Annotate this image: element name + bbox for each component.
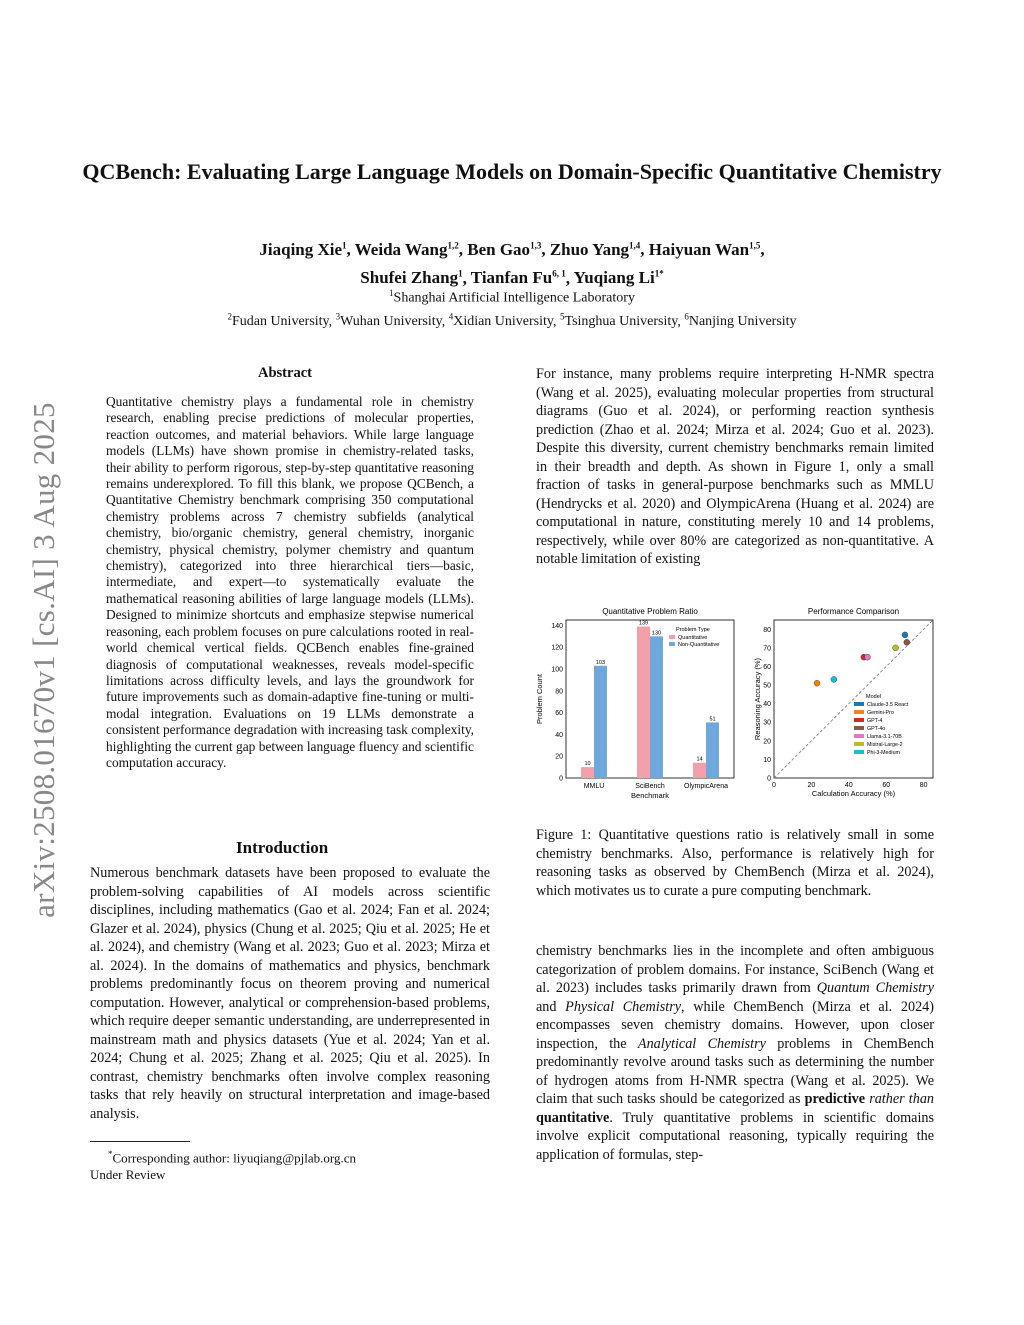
affiliation-line-1: $^1$Shanghai Artificial Intelligence Laboratory xyxy=(389,288,635,306)
scatter-point xyxy=(904,639,910,645)
scatter-x-tick: 60 xyxy=(882,782,891,789)
scatter-legend-swatch xyxy=(854,750,864,754)
bar-non-quantitative xyxy=(706,722,719,778)
list-entry: Ben Gao$^{1,3}$ xyxy=(467,239,542,259)
bar-legend-label: Non-Quantitative xyxy=(678,642,720,648)
under-review-note: Under Review xyxy=(90,1166,166,1182)
bar-legend-label: Quantitative xyxy=(678,635,708,641)
right-column-bottom: chemistry benchmarks lies in the incomplete and often ambiguous categorization of problem domains. For instance, SciBench (Wang et al. 2023) includes tasks primarily drawn from Quantum Chemistry and Physical Chemistry, while ChemBench (Mirza et al. 2024) encompasses seven chemistry domains. However, upon closer inspection, the Analytical Chemistry problems in ChemBench predominantly revolve around tasks such as determining the number of hydrogen atoms from H-NMR spectra (Wang et al. 2025). We claim that such tasks should be categorized as predictive rather than quantitative. Truly quantitative problems in scientific domains involve explicit computational reasoning, typically requiring the application of formulas, step- xyxy=(536,943,935,1163)
bar-legend-swatch xyxy=(669,642,675,646)
bar-chart-title: Quantitative Problem Ratio xyxy=(602,607,698,616)
scatter-legend-label: Llama-3.1-70B xyxy=(867,734,902,740)
author-list xyxy=(80,233,944,290)
footnote xyxy=(90,1146,356,1183)
bar-chart-category-label: MMLU xyxy=(583,783,605,790)
scatter-legend-swatch xyxy=(854,734,864,738)
arxiv-identifier: arXiv:2508.01670v1 [cs.AI] 3 Aug 2025 xyxy=(26,402,61,918)
list-entry: $^2$Fudan University xyxy=(227,311,329,330)
bar-value-label: 10 xyxy=(584,761,591,768)
bar-non-quantitative xyxy=(594,666,607,778)
list-entry: Zhuo Yang$^{1,4}$ xyxy=(549,239,641,259)
bar-quantitative xyxy=(637,627,650,778)
bar-value-label: 130 xyxy=(651,630,662,637)
bar-value-label: 14 xyxy=(696,756,703,763)
bar-value-label: 51 xyxy=(709,716,716,723)
bar-quantitative xyxy=(581,767,594,778)
abstract-body: Quantitative chemistry plays a fundamental role in chemistry research, enabling precise predictions of molecular properties, reaction outcomes, and material behaviors. While large language models (LLMs) have shown promise in chemistry-related tasks, their ability to perform rigorous, step-by-step quantitative reasoning remains underexplored. To fill this blank, we propose QCBench, a Quantitative Chemistry benchmark comprising 350 computational chemistry problems across 7 chemistry subfields (analytical chemistry, bio/organic chemistry, general chemistry, inorganic chemistry, physical chemistry, polymer chemistry and quantum chemistry), categorized into three hierarchical tiers—basic, intermediate, and expert—to systematically evaluate the mathematical reasoning abilities of large language models (LLMs). Designed to minimize shortcuts and emphasize stepwise numerical reasoning, each problem focuses on pure calculations rooted in real-world chemical vertical fields. QCBench enables fine-grained diagnosis of computational weaknesses, reveals model-specific limitations across difficulty levels, and lays the groundwork for future improvements such as domain-adaptive fine-tuning or multi-modal integration. Evaluations on 19 LLMs demonstrate a consistent performance degradation with increasing task complexity, highlighting the current gap between language fluency and scientific computation accuracy. xyxy=(106,394,474,770)
abstract-heading: Abstract xyxy=(258,365,312,381)
scatter-y-tick: 0 xyxy=(767,775,771,783)
introduction-heading: Introduction xyxy=(236,838,329,857)
bar-chart-y-tick: 60 xyxy=(555,710,563,718)
bar-value-label: 139 xyxy=(638,620,649,627)
scatter-legend-title: Model xyxy=(866,694,881,700)
list-entry: Jiaqing Xie$^1$ xyxy=(259,239,347,259)
scatter-y-tick: 80 xyxy=(763,626,771,634)
bar-chart-x-label: Benchmark xyxy=(631,791,669,800)
bar-chart-y-tick: 80 xyxy=(555,688,563,696)
bar-chart-y-label: Problem Count xyxy=(535,673,544,725)
scatter-legend-swatch xyxy=(854,718,864,722)
scatter-y-tick: 40 xyxy=(763,701,771,709)
scatter-y-tick: 70 xyxy=(763,645,771,653)
scatter-legend-label: Claude-3.5 React xyxy=(867,702,909,708)
scatter-legend-swatch xyxy=(854,742,864,746)
scatter-y-tick: 60 xyxy=(763,663,771,671)
figure-1-caption: Figure 1: Quantitative questions ratio is relatively small in some chemistry benchmarks. Also, performance is relatively high for reasoning tasks as observed by ChemBench (Mirza et al. 2024), which motivates us to curate a pure computing benchmark. xyxy=(536,827,934,899)
scatter-x-tick: 20 xyxy=(807,782,816,789)
authors-line-2: Shufei Zhang$^1$, Tianfan Fu$^{6, 1}$, Yuqiang $Li^{1*}$ xyxy=(360,268,664,288)
authors-line-1: Jiaqing Xie$^1$, Weida Wang$^{1,2}$, Ben Gao$^{1,3}$, Zhuo Yang$^{1,4}$, Haiyuan Wan$^{1,5}$, xyxy=(259,239,765,259)
bar-legend-swatch xyxy=(669,635,675,639)
bar-value-label: 103 xyxy=(595,659,606,666)
scatter-title: Performance Comparison xyxy=(807,607,900,616)
figure-1-charts xyxy=(536,604,946,814)
list-entry: Tianfan Fu$^{6, 1}$ xyxy=(470,268,566,288)
list-entry: Shufei Zhang$^1$ xyxy=(360,268,463,288)
list-entry: $^5$Tsinghua University xyxy=(560,311,678,330)
scatter-legend-label: Mistral-Large-2 xyxy=(867,742,903,748)
bar-chart-category-label: OlympicArena xyxy=(684,783,728,790)
affiliations xyxy=(60,284,964,331)
scatter-y-tick: 10 xyxy=(763,756,771,764)
bar-non-quantitative xyxy=(650,636,663,778)
scatter-x-label: Calculation Accuracy (%) xyxy=(811,789,896,798)
scatter-x-tick: 40 xyxy=(844,782,853,789)
scatter-legend-label: Gemini-Pro xyxy=(867,710,894,716)
scatter-y-tick: 50 xyxy=(763,682,771,690)
scatter-point xyxy=(831,676,837,682)
list-entry: $^4$Xidian University xyxy=(448,311,554,330)
bar-chart-y-tick: 120 xyxy=(551,644,563,652)
bar-quantitative xyxy=(693,763,706,778)
list-entry: Weida Wang$^{1,2}$ xyxy=(354,239,459,259)
bar-chart-y-tick: 0 xyxy=(559,775,563,783)
scatter-point xyxy=(893,645,899,651)
scatter-y-label: Reasoning Accuracy (%) xyxy=(753,657,762,741)
bar-legend-title: Problem Type xyxy=(676,627,710,633)
right-column-top: For instance, many problems require interpreting H-NMR spectra (Wang et al. 2025), evaluating molecular properties from structural diagrams (Guo et al. 2024), or performing reaction synthesis prediction (Zhao et al. 2024; Mirza et al. 2024; Guo et al. 2023). Despite this diversity, current chemistry benchmarks remain limited in their breadth and depth. As shown in Figure 1, only a small fraction of tasks in general-purpose benchmarks such as MMLU (Hendrycks et al. 2020) and OlympicArena (Huang et al. 2024) are computational in nature, constituting merely 10 and 14 problems, respectively, while over 80% are categorized as non-quantitative. A notable limitation of existing xyxy=(536,366,934,567)
list-entry: $^6$Nanjing University xyxy=(684,311,797,330)
list-entry: Yuqiang $Li^{1*}$ xyxy=(573,268,664,288)
scatter-y-tick: 20 xyxy=(763,738,771,746)
list-entry: $^3$Wuhan University xyxy=(335,311,442,330)
bar-chart-y-tick: 140 xyxy=(551,622,563,630)
figure-1 xyxy=(536,604,946,814)
bar-chart-y-tick: 20 xyxy=(555,753,563,761)
bar-chart-y-tick: 100 xyxy=(551,666,563,674)
scatter-legend-swatch xyxy=(854,710,864,714)
scatter-point xyxy=(902,632,908,638)
affiliation-line-2: $^2$Fudan University, $^3$Wuhan University, $^4$Xidian University, $^5$Tsinghua University, $^6$Nanjing University xyxy=(227,311,797,330)
scatter-legend-label: GPT-4 xyxy=(867,718,883,724)
scatter-point xyxy=(865,654,871,660)
scatter-legend-swatch xyxy=(854,726,864,730)
scatter-x-tick: 0 xyxy=(772,782,776,789)
footnote-rule xyxy=(90,1141,190,1142)
scatter-legend-swatch xyxy=(854,702,864,706)
paper-title: QCBench: Evaluating Large Language Models on Domain-Specific Quantitative Chemistry xyxy=(82,159,942,184)
list-entry: Haiyuan Wan$^{1,5}$ xyxy=(648,239,761,259)
introduction-body: Numerous benchmark datasets have been proposed to evaluate the problem-solving capabilities of AI models across scientific disciplines, including mathematics (Gao et al. 2024; Fan et al. 2024; Glazer et al. 2024), physics (Chung et al. 2025; Qiu et al. 2025; He et al. 2024), and chemistry (Wang et al. 2023; Guo et al. 2023; Mirza et al. 2024). In the domains of mathematics and physics, benchmark problems predominantly focus on theorem proving and numerical computation. However, analytical or comprehension-based problems, which require deeper semantic understanding, are underrepresented in mainstream math and physics datasets (Yue et al. 2024; Yan et al. 2024; Chung et al. 2025; Zhang et al. 2025; Qiu et al. 2025). In contrast, chemistry benchmarks often involve complex reasoning tasks that rely heavily on structural interpretation and image-based analysis. xyxy=(90,865,490,1122)
scatter-x-tick: 80 xyxy=(919,782,928,789)
scatter-legend-label: Phi-3-Medium xyxy=(867,750,900,756)
bar-chart-category-label: SciBench xyxy=(635,783,665,790)
scatter-y-tick: 30 xyxy=(763,719,771,727)
bar-chart-y-tick: 40 xyxy=(555,731,563,739)
scatter-point xyxy=(814,680,820,686)
scatter-legend-label: GPT-4o xyxy=(867,726,886,732)
corresponding-author-note: *Corresponding author: liyuqiang@pjlab.org.cn xyxy=(108,1149,357,1166)
